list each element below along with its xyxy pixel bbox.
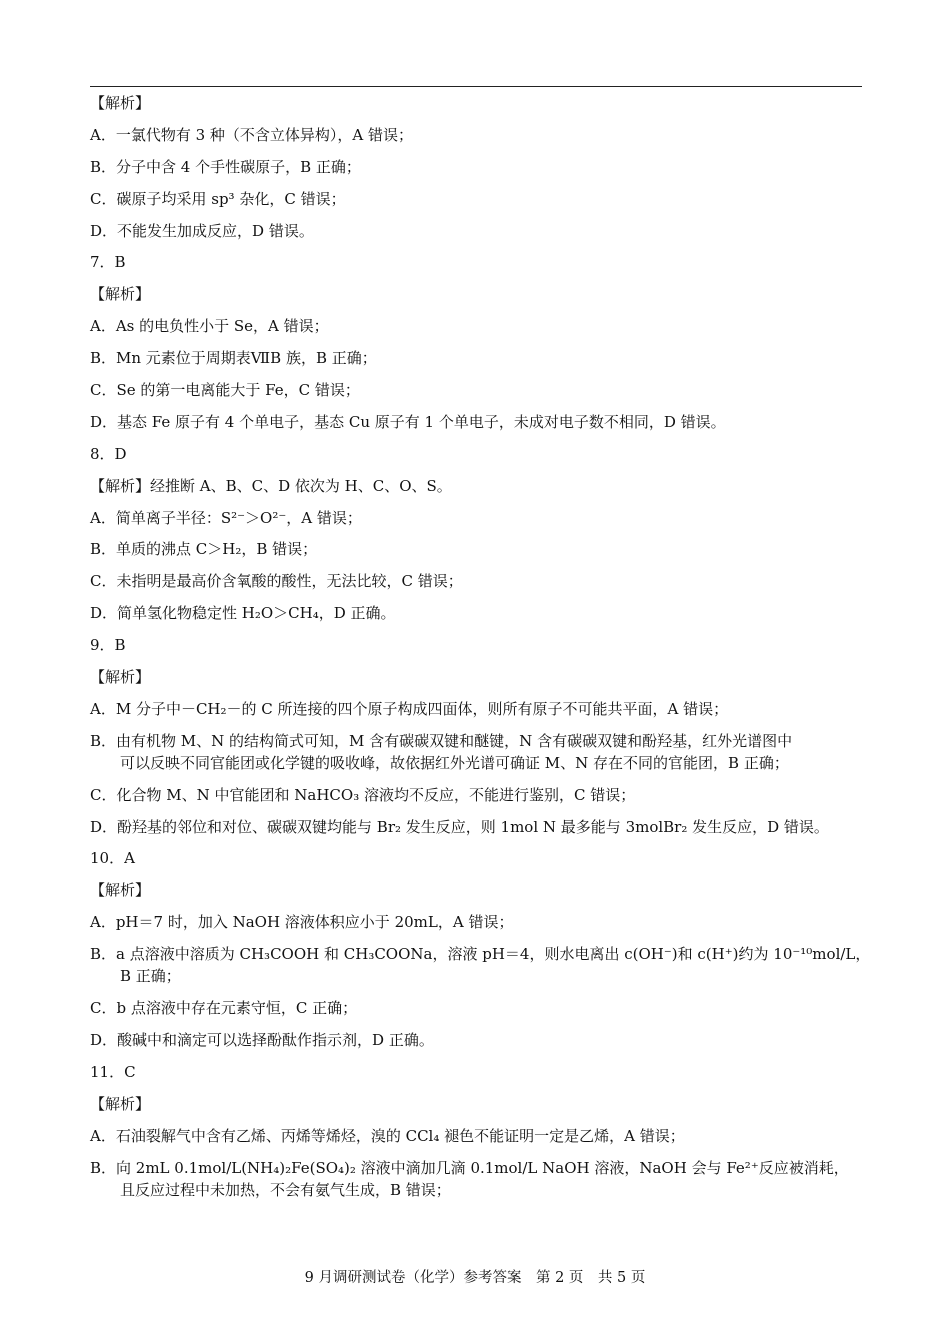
option-line: D．酸碱中和滴定可以选择酚酞作指示剂，D 正确。 [90, 1030, 434, 1049]
question-answer: 8．D [90, 444, 127, 463]
option-line: C．碳原子均采用 sp³ 杂化，C 错误； [90, 189, 346, 208]
option-line: A．一氯代物有 3 种（不含立体异构），A 错误； [90, 125, 414, 144]
option-line-continued: 可以反映不同官能团或化学键的吸收峰，故依据红外光谱可确证 M、N 存在不同的官能团，B 正确； [120, 753, 789, 772]
option-line: D．酚羟基的邻位和对位、碳碳双键均能与 Br₂ 发生反应，则 1mol N 最多能与 3molBr₂ 发生反应，D 错误。 [90, 817, 829, 836]
option-line: A．石油裂解气中含有乙烯、丙烯等烯烃，溴的 CCl₄ 褪色不能证明一定是乙烯，A 错误； [90, 1126, 685, 1145]
option-line: A．As 的电负性小于 Se，A 错误； [90, 317, 329, 336]
answer-content [90, 92, 871, 1201]
option-line: B．分子中含 4 个手性碳原子，B 正确； [90, 157, 361, 176]
analysis-label: 【解析】 [90, 668, 151, 687]
page-footer: 9 月调研测试卷（化学）参考答案 第 2 页 共 5 页 [304, 1270, 646, 1286]
analysis-label: 【解析】 [90, 94, 151, 112]
option-line: B．Mn 元素位于周期表ⅦB 族，B 正确； [90, 349, 377, 368]
analysis-label: 【解析】 [90, 1094, 151, 1113]
question-answer: 11．C [90, 1062, 136, 1081]
analysis-label: 【解析】经推断 A、B、C、D 依次为 H、C、O、S。 [90, 476, 452, 495]
option-line: A．pH＝7 时，加入 NaOH 溶液体积应小于 20mL，A 错误； [90, 913, 514, 932]
analysis-label: 【解析】 [90, 285, 151, 304]
option-line: D．基态 Fe 原子有 4 个单电子，基态 Cu 原子有 1 个单电子，未成对电子数不相同，D 错误。 [90, 412, 726, 431]
option-line: C．未指明是最高价含氧酸的酸性，无法比较，C 错误； [90, 572, 463, 591]
option-line: B．单质的沸点 C＞H₂，B 错误； [90, 540, 318, 559]
option-line: C．b 点溶液中存在元素守恒，C 正确； [90, 999, 358, 1018]
option-line: B．a 点溶液中溶质为 CH₃COOH 和 CH₃COONa，溶液 pH＝4，则水电离出 c(OH⁻)和 c(H⁺)约为 10⁻¹⁰mol/L， [90, 945, 871, 964]
question-answer: 10．A [90, 849, 135, 868]
option-line: C．Se 的第一电离能大于 Fe，C 错误； [90, 381, 360, 400]
option-line: C．化合物 M、N 中官能团和 NaHCO₃ 溶液均不反应，不能进行鉴别，C 错误； [90, 785, 636, 804]
option-line: D．简单氢化物稳定性 H₂O＞CH₄，D 正确。 [90, 604, 396, 623]
analysis-label: 【解析】 [90, 881, 151, 900]
question-answer: 9．B [90, 636, 126, 655]
header-rule [90, 86, 862, 87]
option-line: B．由有机物 M、N 的结构简式可知，M 含有碳碳双键和醚键，N 含有碳碳双键和酚羟基，红外光谱图中 [90, 731, 793, 750]
option-line-continued: 且反应过程中未加热，不会有氨气生成，B 错误； [120, 1180, 451, 1199]
question-answer: 7．B [90, 253, 126, 272]
option-line: D．不能发生加成反应，D 错误。 [90, 221, 314, 240]
option-line: A．M 分子中－CH₂－的 C 所连接的四个原子构成四面体，则所有原子不可能共平面，A 错误； [90, 699, 729, 718]
option-line: B．向 2mL 0.1mol/L(NH₄)₂Fe(SO₄)₂ 溶液中滴加几滴 0.1mol/L NaOH 溶液，NaOH 会与 Fe²⁺反应被消耗， [90, 1158, 849, 1177]
option-line-continued: B 正确； [120, 967, 181, 986]
option-line: A．简单离子半径：S²⁻＞O²⁻，A 错误； [90, 508, 362, 527]
